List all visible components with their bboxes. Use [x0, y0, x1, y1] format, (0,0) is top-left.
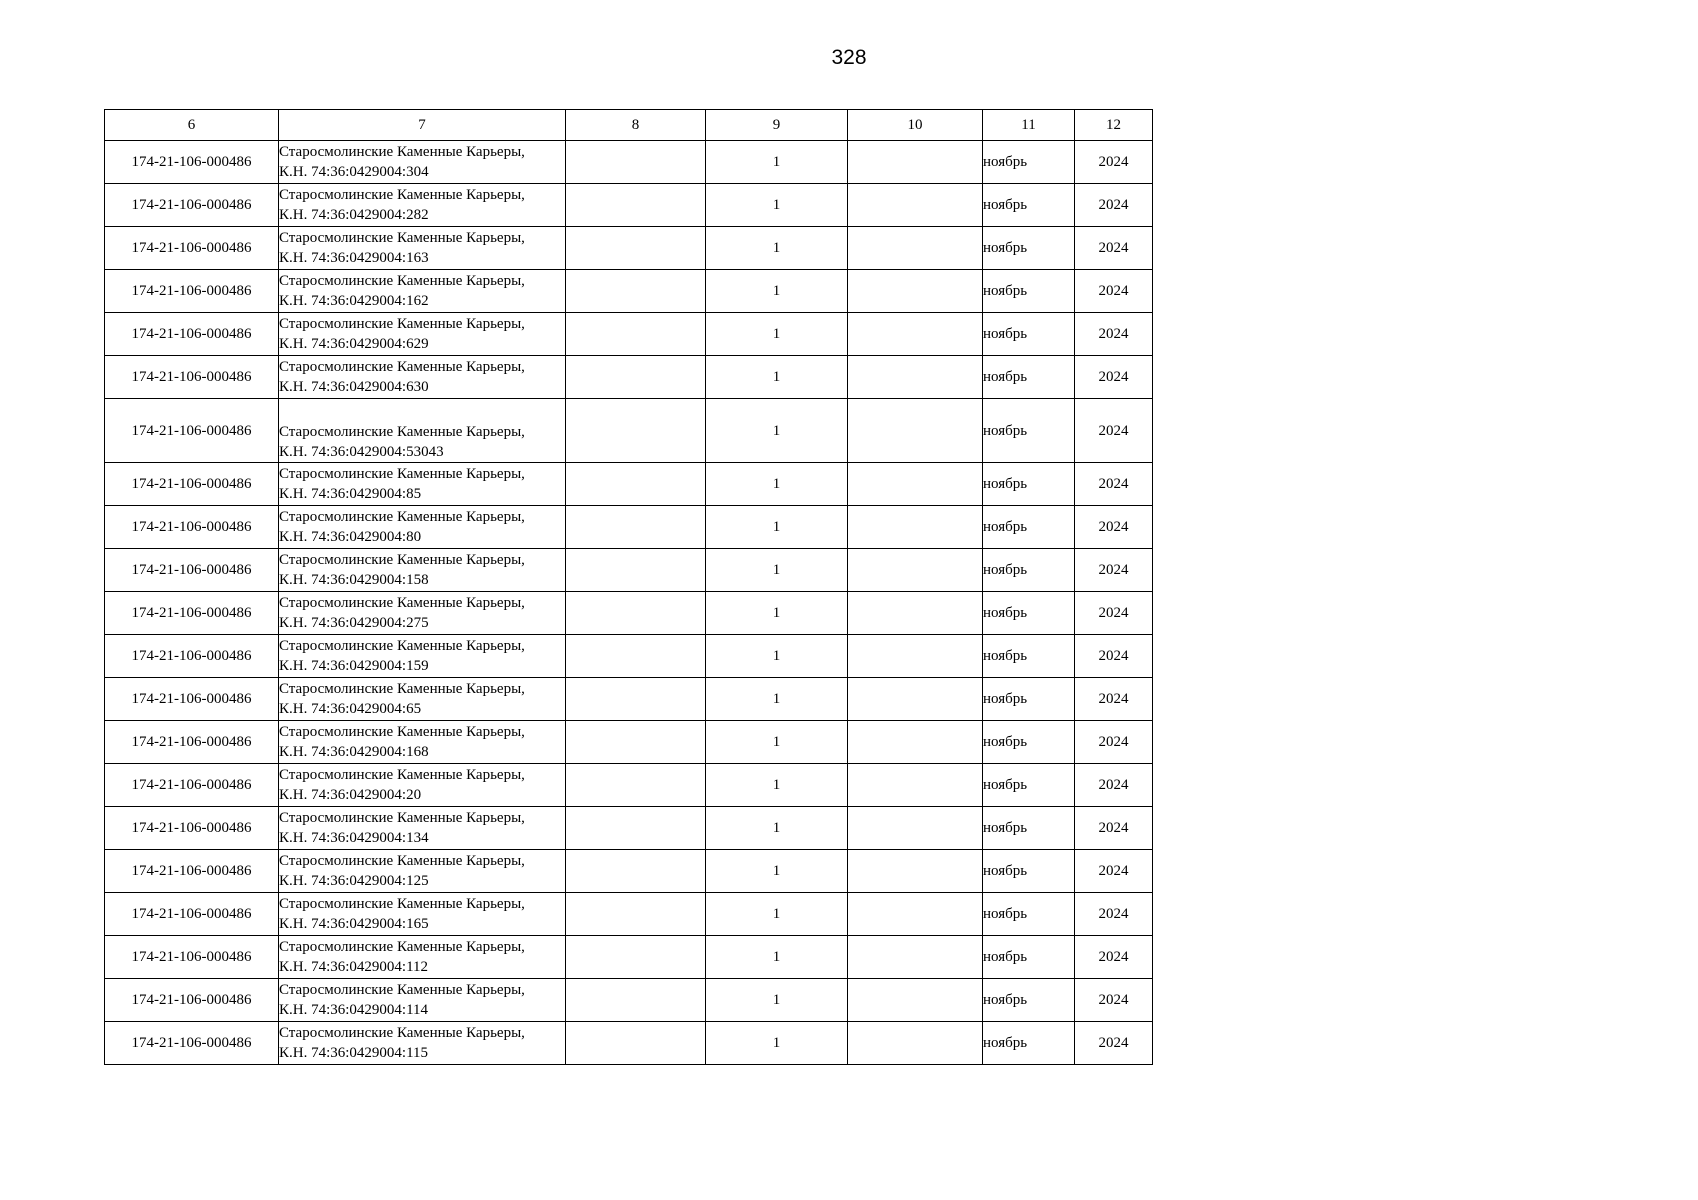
month-cell: ноябрь	[983, 506, 1075, 549]
year-cell: 2024	[1075, 807, 1153, 850]
month-cell: ноябрь	[983, 936, 1075, 979]
column-10-cell	[848, 141, 983, 184]
registry-number-cell: 174-21-106-000486	[105, 356, 279, 399]
column-8-cell	[566, 764, 706, 807]
column-8-cell	[566, 893, 706, 936]
cadastral-number-line: К.Н. 74:36:0429004:80	[279, 529, 422, 545]
object-name-line: Старосмолинские Каменные Карьеры,	[279, 681, 525, 697]
month-cell: ноябрь	[983, 592, 1075, 635]
column-10-cell	[848, 678, 983, 721]
registry-number-cell: 174-21-106-000486	[105, 184, 279, 227]
table-row	[105, 270, 1153, 313]
object-description-cell	[279, 184, 566, 227]
column-8-cell	[566, 936, 706, 979]
table-row	[105, 356, 1153, 399]
column-10-cell	[848, 399, 983, 463]
column-10-cell	[848, 764, 983, 807]
year-cell: 2024	[1075, 1022, 1153, 1065]
column-8-cell	[566, 979, 706, 1022]
cadastral-number-line: К.Н. 74:36:0429004:20	[279, 787, 422, 803]
year-cell: 2024	[1075, 936, 1153, 979]
quantity-cell: 1	[706, 463, 848, 506]
quantity-cell: 1	[706, 141, 848, 184]
column-8-cell	[566, 721, 706, 764]
object-name-line: Старосмолинские Каменные Карьеры,	[279, 853, 525, 869]
object-name-line: Старосмолинские Каменные Карьеры,	[279, 552, 525, 568]
object-name-line: Старосмолинские Каменные Карьеры,	[279, 316, 525, 332]
month-cell: ноябрь	[983, 356, 1075, 399]
month-cell: ноябрь	[983, 549, 1075, 592]
object-description-cell	[279, 356, 566, 399]
year-cell: 2024	[1075, 270, 1153, 313]
registry-number-cell: 174-21-106-000486	[105, 399, 279, 463]
column-10-cell	[848, 721, 983, 764]
table-row	[105, 850, 1153, 893]
cadastral-number-line: К.Н. 74:36:0429004:304	[279, 164, 429, 180]
quantity-cell: 1	[706, 721, 848, 764]
cadastral-number-line: К.Н. 74:36:0429004:134	[279, 830, 429, 846]
quantity-cell: 1	[706, 979, 848, 1022]
object-name-line: Старосмолинские Каменные Карьеры,	[279, 466, 525, 482]
month-cell: ноябрь	[983, 1022, 1075, 1065]
column-10-cell	[848, 979, 983, 1022]
column-8-cell	[566, 141, 706, 184]
column-10-cell	[848, 463, 983, 506]
year-cell: 2024	[1075, 399, 1153, 463]
quantity-cell: 1	[706, 635, 848, 678]
quantity-cell: 1	[706, 1022, 848, 1065]
object-description-cell	[279, 678, 566, 721]
column-8-cell	[566, 850, 706, 893]
quantity-cell: 1	[706, 399, 848, 463]
object-description-cell	[279, 1022, 566, 1065]
object-name-line: Старосмолинские Каменные Карьеры,	[279, 896, 525, 912]
registry-number-cell: 174-21-106-000486	[105, 764, 279, 807]
object-name-line: Старосмолинские Каменные Карьеры,	[279, 1025, 525, 1041]
quantity-cell: 1	[706, 592, 848, 635]
table-row	[105, 227, 1153, 270]
month-cell: ноябрь	[983, 313, 1075, 356]
cadastral-number-line: К.Н. 74:36:0429004:159	[279, 658, 429, 674]
year-cell: 2024	[1075, 721, 1153, 764]
object-description-cell	[279, 227, 566, 270]
table-row	[105, 506, 1153, 549]
registry-number-cell: 174-21-106-000486	[105, 270, 279, 313]
cadastral-number-line: К.Н. 74:36:0429004:112	[279, 959, 429, 975]
year-cell: 2024	[1075, 549, 1153, 592]
table-row	[105, 549, 1153, 592]
column-8-cell	[566, 313, 706, 356]
column-8-cell	[566, 635, 706, 678]
column-10-cell	[848, 1022, 983, 1065]
month-cell: ноябрь	[983, 270, 1075, 313]
object-description-cell	[279, 270, 566, 313]
registry-number-cell: 174-21-106-000486	[105, 141, 279, 184]
year-cell: 2024	[1075, 356, 1153, 399]
registry-number-cell: 174-21-106-000486	[105, 678, 279, 721]
register-table	[104, 109, 1153, 1065]
table-row	[105, 721, 1153, 764]
quantity-cell: 1	[706, 227, 848, 270]
column-8-cell	[566, 549, 706, 592]
object-name-line: Старосмолинские Каменные Карьеры,	[279, 230, 525, 246]
column-8-cell	[566, 807, 706, 850]
cadastral-number-line: К.Н. 74:36:0429004:115	[279, 1045, 429, 1061]
table-row	[105, 807, 1153, 850]
column-10-cell	[848, 936, 983, 979]
registry-number-cell: 174-21-106-000486	[105, 549, 279, 592]
month-cell: ноябрь	[983, 141, 1075, 184]
column-number-row	[105, 110, 1153, 141]
object-description-cell	[279, 592, 566, 635]
registry-number-cell: 174-21-106-000486	[105, 463, 279, 506]
registry-number-cell: 174-21-106-000486	[105, 850, 279, 893]
year-cell: 2024	[1075, 850, 1153, 893]
object-description-cell	[279, 463, 566, 506]
object-name-line: Старосмолинские Каменные Карьеры,	[279, 982, 525, 998]
year-cell: 2024	[1075, 141, 1153, 184]
table-row	[105, 463, 1153, 506]
quantity-cell: 1	[706, 313, 848, 356]
table-row	[105, 893, 1153, 936]
table-row	[105, 399, 1153, 463]
column-10-cell	[848, 184, 983, 227]
object-description-cell	[279, 893, 566, 936]
month-cell: ноябрь	[983, 184, 1075, 227]
column-8-cell	[566, 678, 706, 721]
year-cell: 2024	[1075, 463, 1153, 506]
object-name-line: Старосмолинские Каменные Карьеры,	[279, 810, 525, 826]
cadastral-number-line: К.Н. 74:36:0429004:65	[279, 701, 422, 717]
year-cell: 2024	[1075, 979, 1153, 1022]
column-header-12: 12	[1075, 110, 1153, 141]
quantity-cell: 1	[706, 678, 848, 721]
table-row	[105, 592, 1153, 635]
object-name-line: Старосмолинские Каменные Карьеры,	[279, 424, 525, 440]
column-10-cell	[848, 227, 983, 270]
registry-number-cell: 174-21-106-000486	[105, 979, 279, 1022]
quantity-cell: 1	[706, 893, 848, 936]
month-cell: ноябрь	[983, 463, 1075, 506]
object-name-line: Старосмолинские Каменные Карьеры,	[279, 724, 525, 740]
registry-number-cell: 174-21-106-000486	[105, 936, 279, 979]
registry-number-cell: 174-21-106-000486	[105, 1022, 279, 1065]
object-description-cell	[279, 764, 566, 807]
year-cell: 2024	[1075, 592, 1153, 635]
column-10-cell	[848, 893, 983, 936]
object-name-line: Старосмолинские Каменные Карьеры,	[279, 144, 525, 160]
table-row	[105, 184, 1153, 227]
cadastral-number-line: К.Н. 74:36:0429004:163	[279, 250, 429, 266]
quantity-cell: 1	[706, 549, 848, 592]
registry-number-cell: 174-21-106-000486	[105, 721, 279, 764]
object-name-line: Старосмолинские Каменные Карьеры,	[279, 187, 525, 203]
table-row	[105, 764, 1153, 807]
cadastral-number-line: К.Н. 74:36:0429004:85	[279, 486, 422, 502]
column-10-cell	[848, 635, 983, 678]
column-10-cell	[848, 356, 983, 399]
column-header-10: 10	[848, 110, 983, 141]
month-cell: ноябрь	[983, 635, 1075, 678]
column-8-cell	[566, 1022, 706, 1065]
quantity-cell: 1	[706, 807, 848, 850]
column-10-cell	[848, 313, 983, 356]
object-description-cell	[279, 506, 566, 549]
quantity-cell: 1	[706, 506, 848, 549]
table-body	[105, 110, 1153, 1065]
page-number: 328	[831, 46, 867, 69]
year-cell: 2024	[1075, 764, 1153, 807]
month-cell: ноябрь	[983, 227, 1075, 270]
table-row	[105, 635, 1153, 678]
quantity-cell: 1	[706, 936, 848, 979]
cadastral-number-line: К.Н. 74:36:0429004:53043	[279, 444, 444, 460]
object-name-line: Старосмолинские Каменные Карьеры,	[279, 359, 525, 375]
column-8-cell	[566, 463, 706, 506]
month-cell: ноябрь	[983, 807, 1075, 850]
object-description-cell	[279, 850, 566, 893]
object-description-cell	[279, 721, 566, 764]
cadastral-number-line: К.Н. 74:36:0429004:630	[279, 379, 429, 395]
object-name-line: Старосмолинские Каменные Карьеры,	[279, 273, 525, 289]
object-description-cell	[279, 936, 566, 979]
object-description-cell	[279, 549, 566, 592]
table-row	[105, 979, 1153, 1022]
column-header-7: 7	[279, 110, 566, 141]
cadastral-number-line: К.Н. 74:36:0429004:125	[279, 873, 429, 889]
cadastral-number-line: К.Н. 74:36:0429004:162	[279, 293, 429, 309]
registry-number-cell: 174-21-106-000486	[105, 635, 279, 678]
column-header-11: 11	[983, 110, 1075, 141]
object-name-line: Старосмолинские Каменные Карьеры,	[279, 595, 525, 611]
column-10-cell	[848, 506, 983, 549]
object-description-cell	[279, 399, 566, 463]
month-cell: ноябрь	[983, 979, 1075, 1022]
month-cell: ноябрь	[983, 721, 1075, 764]
year-cell: 2024	[1075, 893, 1153, 936]
column-10-cell	[848, 850, 983, 893]
column-8-cell	[566, 592, 706, 635]
object-description-cell	[279, 979, 566, 1022]
column-10-cell	[848, 270, 983, 313]
column-10-cell	[848, 549, 983, 592]
column-8-cell	[566, 184, 706, 227]
year-cell: 2024	[1075, 678, 1153, 721]
registry-number-cell: 174-21-106-000486	[105, 506, 279, 549]
object-name-line: Старосмолинские Каменные Карьеры,	[279, 767, 525, 783]
month-cell: ноябрь	[983, 399, 1075, 463]
table-row	[105, 678, 1153, 721]
cadastral-number-line: К.Н. 74:36:0429004:158	[279, 572, 429, 588]
month-cell: ноябрь	[983, 850, 1075, 893]
column-8-cell	[566, 356, 706, 399]
year-cell: 2024	[1075, 184, 1153, 227]
cadastral-number-line: К.Н. 74:36:0429004:165	[279, 916, 429, 932]
column-8-cell	[566, 227, 706, 270]
column-header-6: 6	[105, 110, 279, 141]
month-cell: ноябрь	[983, 893, 1075, 936]
column-8-cell	[566, 270, 706, 313]
quantity-cell: 1	[706, 764, 848, 807]
quantity-cell: 1	[706, 270, 848, 313]
year-cell: 2024	[1075, 313, 1153, 356]
table-row	[105, 141, 1153, 184]
object-name-line: Старосмолинские Каменные Карьеры,	[279, 509, 525, 525]
column-header-9: 9	[706, 110, 848, 141]
object-description-cell	[279, 635, 566, 678]
cadastral-number-line: К.Н. 74:36:0429004:114	[279, 1002, 429, 1018]
registry-number-cell: 174-21-106-000486	[105, 893, 279, 936]
month-cell: ноябрь	[983, 678, 1075, 721]
cadastral-number-line: К.Н. 74:36:0429004:275	[279, 615, 429, 631]
registry-number-cell: 174-21-106-000486	[105, 807, 279, 850]
column-10-cell	[848, 592, 983, 635]
column-8-cell	[566, 506, 706, 549]
registry-number-cell: 174-21-106-000486	[105, 313, 279, 356]
year-cell: 2024	[1075, 635, 1153, 678]
registry-number-cell: 174-21-106-000486	[105, 592, 279, 635]
object-description-cell	[279, 141, 566, 184]
table-row	[105, 313, 1153, 356]
table-row	[105, 936, 1153, 979]
table-row	[105, 1022, 1153, 1065]
registry-number-cell: 174-21-106-000486	[105, 227, 279, 270]
year-cell: 2024	[1075, 227, 1153, 270]
quantity-cell: 1	[706, 356, 848, 399]
cadastral-number-line: К.Н. 74:36:0429004:168	[279, 744, 429, 760]
column-8-cell	[566, 399, 706, 463]
year-cell: 2024	[1075, 506, 1153, 549]
column-header-8: 8	[566, 110, 706, 141]
month-cell: ноябрь	[983, 764, 1075, 807]
object-description-cell	[279, 807, 566, 850]
object-description-cell	[279, 313, 566, 356]
cadastral-number-line: К.Н. 74:36:0429004:629	[279, 336, 429, 352]
quantity-cell: 1	[706, 184, 848, 227]
cadastral-number-line: К.Н. 74:36:0429004:282	[279, 207, 429, 223]
object-name-line: Старосмолинские Каменные Карьеры,	[279, 939, 525, 955]
quantity-cell: 1	[706, 850, 848, 893]
object-name-line: Старосмолинские Каменные Карьеры,	[279, 638, 525, 654]
column-10-cell	[848, 807, 983, 850]
